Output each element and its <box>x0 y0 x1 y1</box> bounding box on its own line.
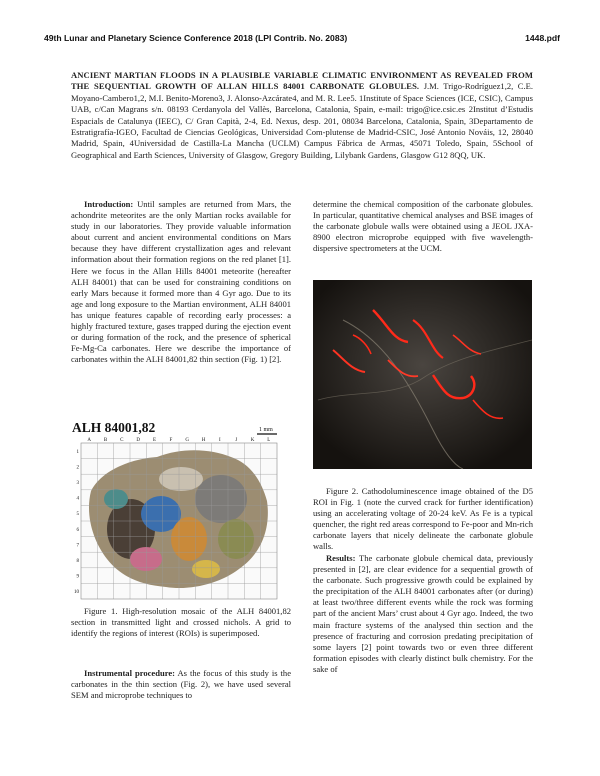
authors-affiliations: J.M. Trigo-Rodríguez1,2, C.E. Moyano-Cambero1,2, M.I. Benito-Moreno3, J. Alonso-Azcárate4, and M. R. Lee5. 1Institute of Space Sciences (ICE, CSIC), Campus UAB, c/Can Magrans s/n. 08193 Cerdanyola del Vallès, Barcelona, Catalonia, Spain, e-mail: trigo@ice.csic.es 2Institut d’Estudis Espacials de Catalunya (IEEC), C/ Gran Capità, 2-4, Ed. Nexus, desp. 201, 08034 Barcelona, Catalonia, Spain, 3Departamento de Estratigrafía-IGEO, Facultad de Ciencias Geológicas, Universidad Com-plutense de Madrid-CSIC, José Antonio Nováis, 12, 28040 Madrid, Spain, 4Universidad de Castilla-La Mancha (UCLM) Campus Fábrica de Armas, 45071 Toledo, Spain, 5School of Geographical and Earth Sciences, University of Glasgow, Gregory Building, Lilybank Gardens, Glasgow G12 8QQ, UK. <box>71 81 533 160</box>
results-section <box>313 553 533 675</box>
cl-background <box>313 280 532 469</box>
title-block <box>71 70 533 161</box>
figure-1-caption: Figure 1. High-resolution mosaic of the ALH 84001,82 section in transmitted light and crossed nichols. A grid to identify the regions of interest (ROIs) is superimposed. <box>71 606 291 639</box>
instrumental-text: As the focus of this study is the carbonates in the thin section (Fig. 2), we have used several SEM and microprobe techniques to <box>71 668 291 701</box>
grid-col-label: A <box>87 438 91 443</box>
sample-patch-grey <box>195 475 247 523</box>
grid-row-label: 4 <box>76 496 79 502</box>
grid-row-label: 6 <box>76 527 79 533</box>
paper-title: ANCIENT MARTIAN FLOODS IN A PLAUSIBLE VARIABLE CLIMATIC ENVIRONMENT AS REVEALED FROM THE SEQUENTIAL GROWTH OF ALLAN HILLS 84001 CARBONATE GLOBULES. <box>71 70 533 92</box>
instrumental-continuation <box>313 199 533 254</box>
abstract-id: 1448.pdf <box>525 33 560 43</box>
instrumental-cont-text: determine the chemical composition of the carbonate globules. In particular, quantitative chemical analyses and BSE images of the carbonate globule walls were obtained using a JEOL JXA-8900 electron microprobe equipped with five wavelength-dispersive spectrometers at the UCM. <box>313 199 533 254</box>
grid-row-label: 2 <box>76 465 79 471</box>
grid-col-label: E <box>152 438 157 443</box>
grid-col-label: F <box>169 438 173 443</box>
grid-col-label: J <box>235 438 238 443</box>
sample-patch-olive <box>218 519 254 559</box>
results-heading: Results: <box>326 553 356 563</box>
grid-col-label: C <box>120 438 124 443</box>
intro-section <box>71 199 291 365</box>
grid-col-label: H <box>201 438 206 443</box>
intro-text: Until samples are returned from Mars, the achondrite meteorites are the only Martian rocks available for study in our laboratories. They provide valuable information about current and ancient environmental conditions on Mars because they have different crystallization ages and relevant information about their formation regions on the red planet [1]. Here we focus in the Allan Hills 84001 meteorite (hereafter ALH 84001) that can be used for constraining conditions on early Mars because it formed more than 4 Gyr ago. Due to its age and long exposure to the Martian environment, ALH 84001 has unique features capable of recording early processes: a highly fractured texture, gases trapped during the ejection event or during formation of the rock, and the presence of spherical Fe-Mg-Ca carbonates. Here we describe the importance of carbonates within the ALH 84001,82 thin section (Fig. 1) [2]. <box>71 199 291 365</box>
grid-row-label: 3 <box>76 481 79 486</box>
scale-bar-label: 1 mm <box>259 427 273 433</box>
instrumental-heading: Instrumental procedure: <box>84 668 175 678</box>
figure-2-cathodoluminescence <box>313 280 532 469</box>
sample-patch-orange <box>171 517 207 561</box>
grid-col-label: K <box>250 438 255 443</box>
grid-row-label: 8 <box>76 559 79 564</box>
grid-col-label: D <box>136 438 140 443</box>
grid-row-label: 1 <box>76 449 79 455</box>
figure-2-caption: Figure 2. Cathodoluminescence image obtained of the D5 ROI in Fig. 1 (note the curved crack for further identification) using an accelerating voltage of 20-24 keV. As Fe is a typical quencher, the right red areas correspond to Fe-poor and Mn-rich carbonate layers that nicely delineate the carbonate globule walls. <box>313 486 533 552</box>
grid-row-label: 5 <box>76 512 79 518</box>
intro-heading: Introduction: <box>84 199 134 209</box>
grid-col-label: L <box>267 438 271 443</box>
grid-row-label: 9 <box>76 574 79 580</box>
grid-col-label: G <box>185 438 189 443</box>
sample-patch-pink <box>130 547 162 571</box>
figure-1-label: ALH 84001,82 <box>72 420 156 435</box>
figure-1-mosaic <box>71 419 290 601</box>
results-text: The carbonate globule chemical data, previously presented in [2], are clear evidence for a sequential growth of the carbonate. Such progressive growth could be explained by the precipitation of the ALH 84001 carbonates after (or during) at least two/three different events while the rock was forming part of the ancient Mars’ crust about 4 Gyr ago. Indeed, the two main fracture systems of the analysed thin section and the presence of fracturing and corrosion predating precipitation of some layers [2] point towards two or even three different formation episodes with clearly distinct bulk chemistry. For the sake of <box>313 553 534 674</box>
sample-patch-light <box>159 467 203 491</box>
sample-patch-yellow <box>192 560 220 578</box>
grid-row-label: 10 <box>74 590 79 596</box>
sample-patch-teal <box>104 489 128 509</box>
grid-col-label: I <box>218 438 221 443</box>
instrumental-section <box>71 668 291 701</box>
grid-col-label: B <box>103 438 108 443</box>
grid-row-label: 7 <box>76 543 79 549</box>
conference-header: 49th Lunar and Planetary Science Conference 2018 (LPI Contrib. No. 2083) <box>44 33 348 43</box>
